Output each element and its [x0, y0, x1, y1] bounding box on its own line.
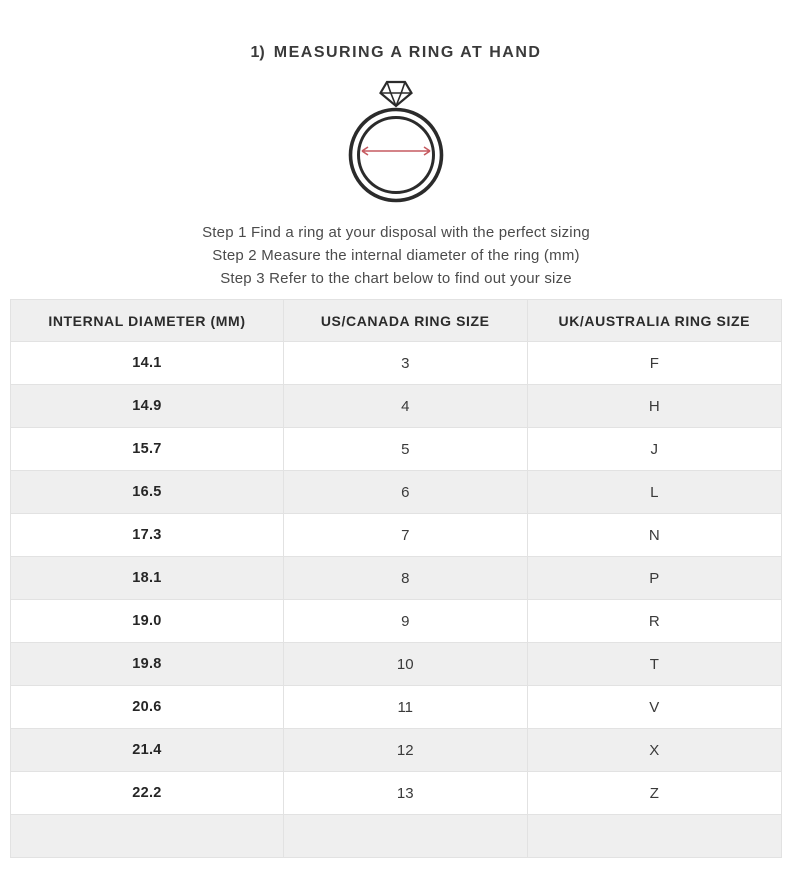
- us-size-cell: 11: [283, 686, 527, 729]
- empty-cell: [283, 815, 527, 858]
- table-header-row: [11, 300, 782, 342]
- table-row: [11, 471, 782, 514]
- uk-size-cell: J: [527, 428, 781, 471]
- uk-size-cell: F: [527, 342, 781, 385]
- page-title: [0, 45, 792, 61]
- uk-size-cell: H: [527, 385, 781, 428]
- table-row: [11, 686, 782, 729]
- ring-size-table: [10, 299, 782, 858]
- us-size-cell: 8: [283, 557, 527, 600]
- uk-size-cell: L: [527, 471, 781, 514]
- table-body: [11, 342, 782, 858]
- us-size-cell: 5: [283, 428, 527, 471]
- step-line-2: Step 2 Measure the internal diameter of the ring (mm): [212, 247, 580, 264]
- uk-size-cell: X: [527, 729, 781, 772]
- diameter-arrow-icon: [362, 147, 430, 155]
- uk-size-cell: Z: [527, 772, 781, 815]
- diamond-ring-icon: [336, 79, 456, 207]
- us-size-cell: 13: [283, 772, 527, 815]
- us-size-cell: 10: [283, 643, 527, 686]
- us-size-cell: 3: [283, 342, 527, 385]
- step-line-3: Step 3 Refer to the chart below to find out your size: [220, 270, 572, 287]
- table-row: [11, 729, 782, 772]
- empty-cell: [11, 815, 284, 858]
- diameter-cell: 15.7: [11, 428, 284, 471]
- diameter-cell: 14.9: [11, 385, 284, 428]
- header-us-canada-size: US/CANADA RING SIZE: [283, 300, 527, 342]
- header-internal-diameter: INTERNAL DIAMETER (MM): [11, 300, 284, 342]
- header-uk-australia-size: UK/AUSTRALIA RING SIZE: [527, 300, 781, 342]
- us-size-cell: 12: [283, 729, 527, 772]
- ring-band-icon: [351, 110, 442, 201]
- uk-size-cell: N: [527, 514, 781, 557]
- diameter-cell: 14.1: [11, 342, 284, 385]
- us-size-cell: 9: [283, 600, 527, 643]
- step-line-1: Step 1 Find a ring at your disposal with the perfect sizing: [202, 224, 590, 241]
- us-size-cell: 7: [283, 514, 527, 557]
- us-size-cell: 4: [283, 385, 527, 428]
- table-row: [11, 385, 782, 428]
- diameter-cell: 22.2: [11, 772, 284, 815]
- uk-size-cell: T: [527, 643, 781, 686]
- measuring-steps: [0, 221, 792, 290]
- table-row: [11, 772, 782, 815]
- table-row: [11, 557, 782, 600]
- uk-size-cell: P: [527, 557, 781, 600]
- uk-size-cell: V: [527, 686, 781, 729]
- diameter-cell: 19.8: [11, 643, 284, 686]
- diameter-cell: 18.1: [11, 557, 284, 600]
- diameter-cell: 17.3: [11, 514, 284, 557]
- table-row: [11, 342, 782, 385]
- table-partial-row: [11, 815, 782, 858]
- table-row: [11, 428, 782, 471]
- diameter-cell: 20.6: [11, 686, 284, 729]
- table-row: [11, 514, 782, 557]
- empty-cell: [527, 815, 781, 858]
- page-title-text: MEASURING A RING AT HAND: [273, 44, 542, 61]
- us-size-cell: 6: [283, 471, 527, 514]
- diameter-cell: 19.0: [11, 600, 284, 643]
- diameter-cell: 21.4: [11, 729, 284, 772]
- diamond-icon: [381, 82, 412, 106]
- uk-size-cell: R: [527, 600, 781, 643]
- page-title-number: 1): [250, 44, 265, 61]
- table-row: [11, 643, 782, 686]
- table-row: [11, 600, 782, 643]
- diameter-cell: 16.5: [11, 471, 284, 514]
